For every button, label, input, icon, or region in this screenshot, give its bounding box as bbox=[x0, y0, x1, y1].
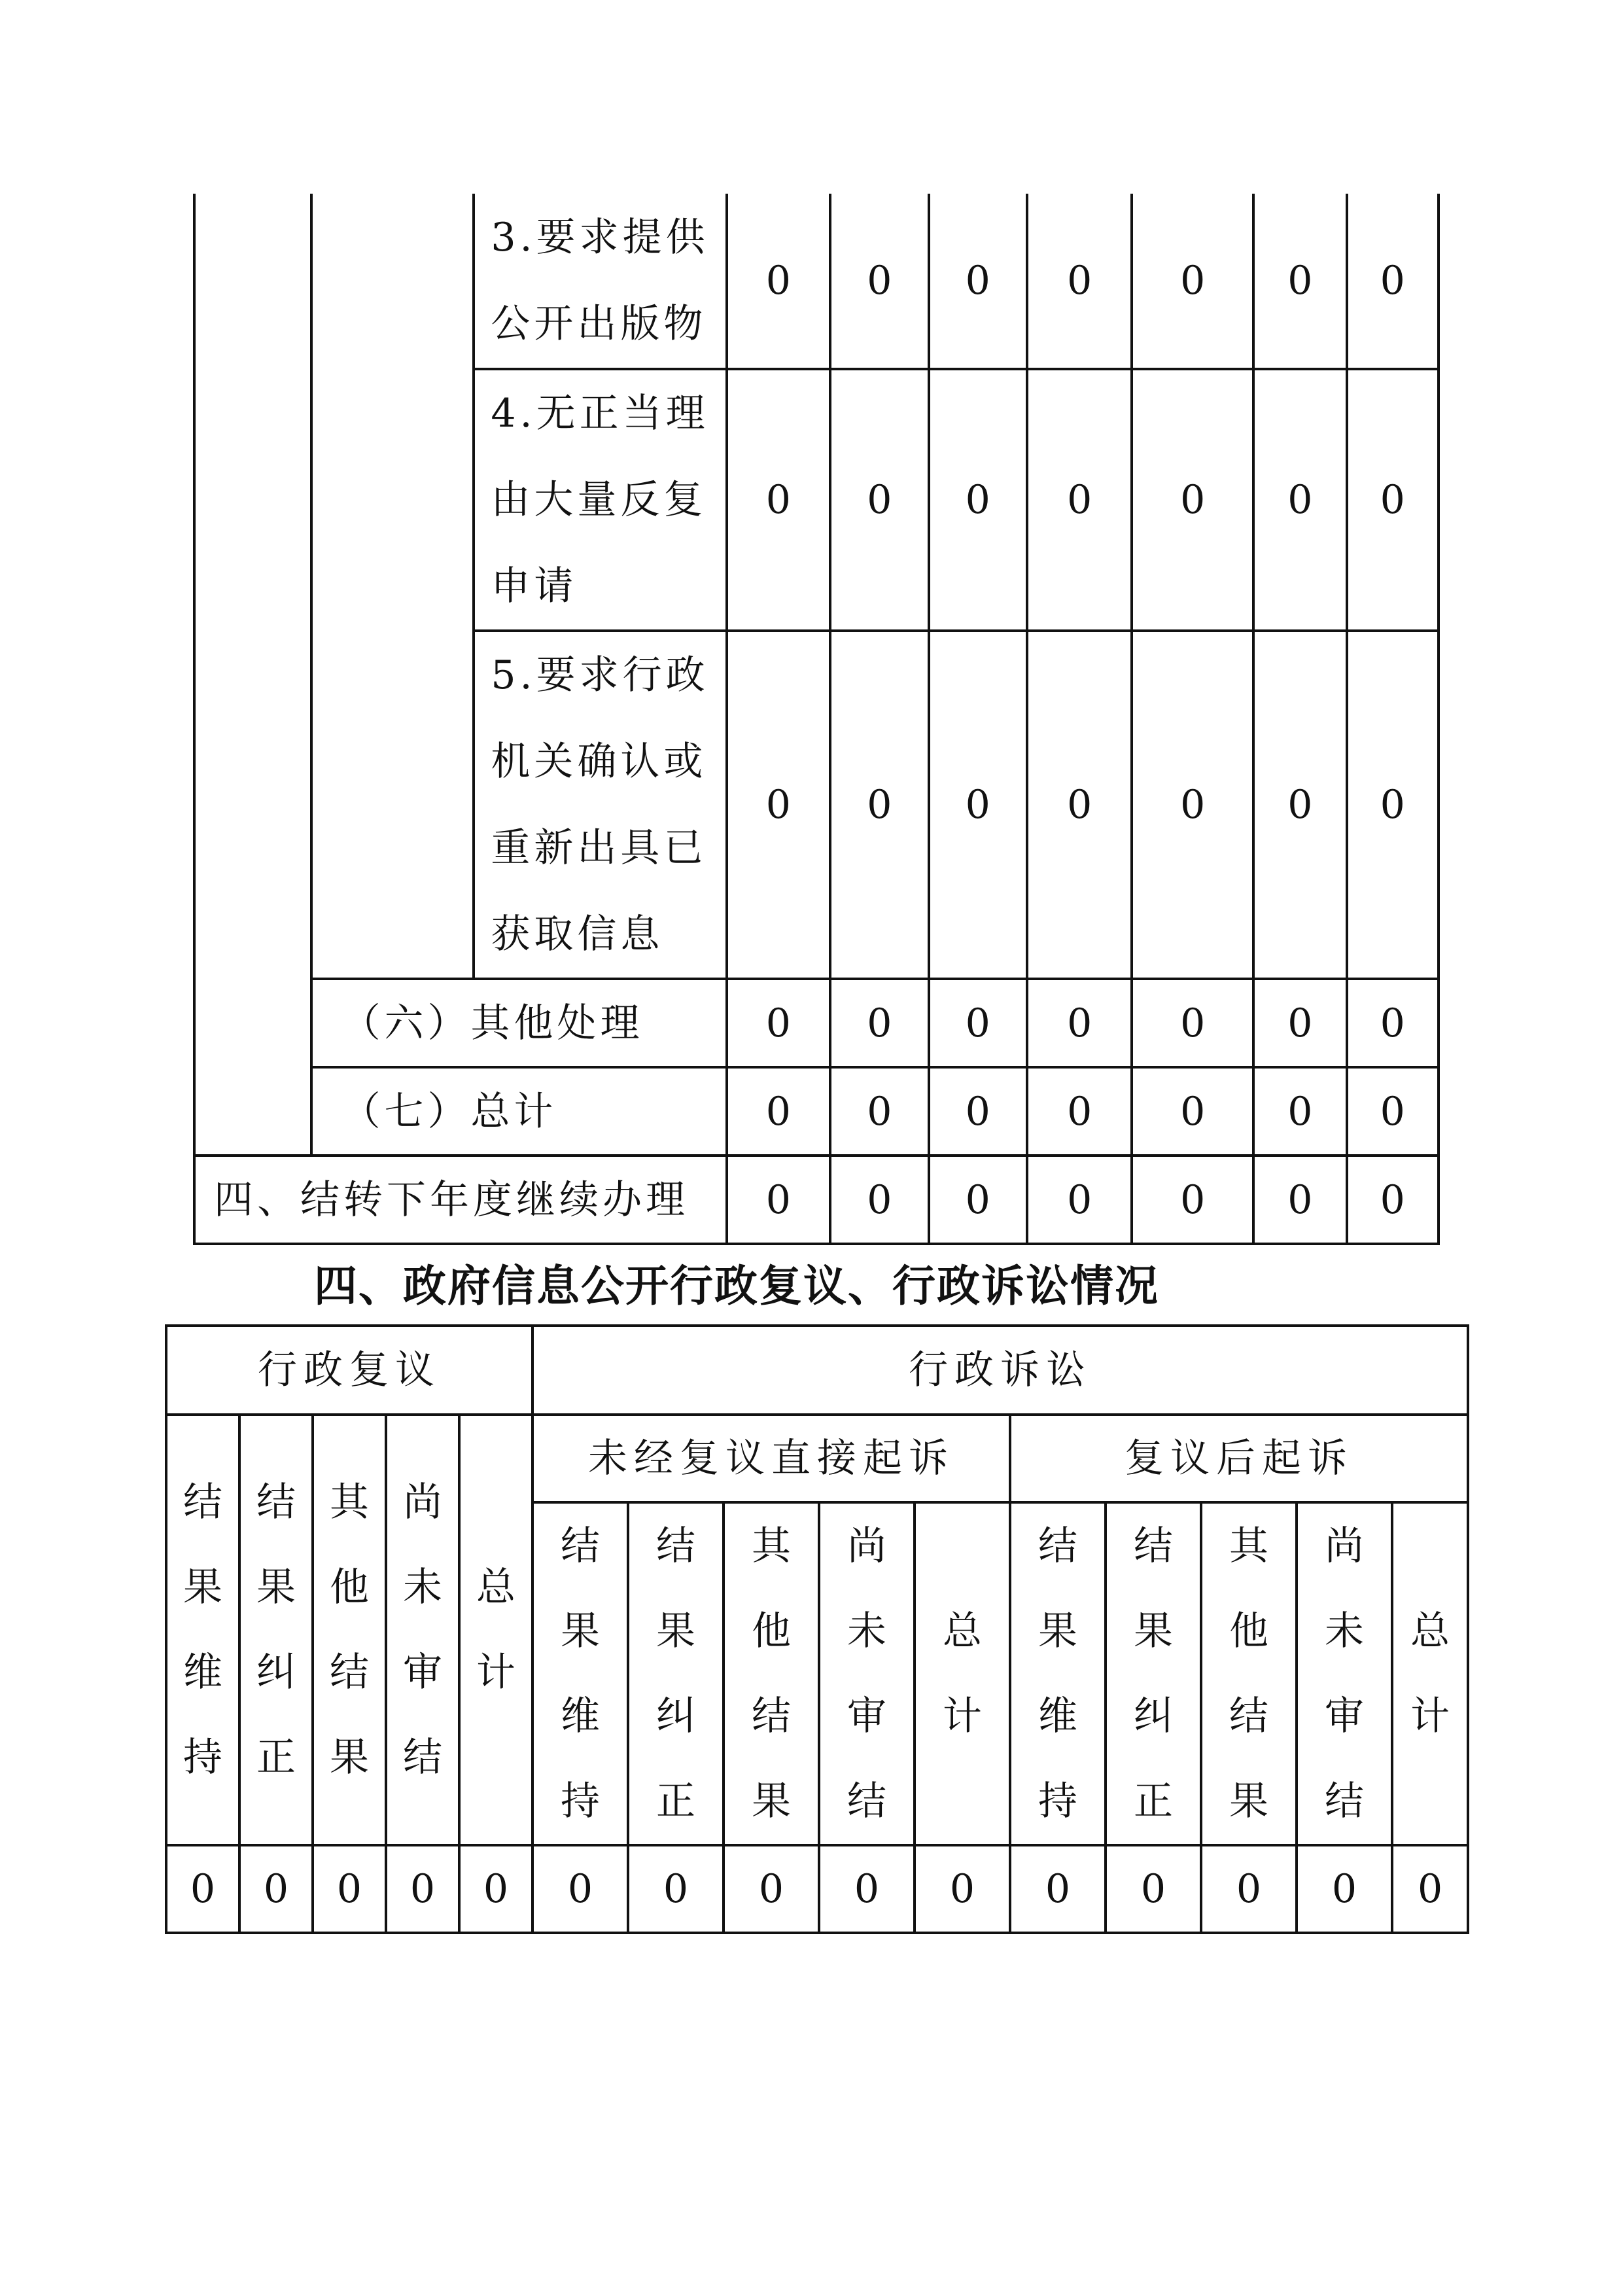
merged-subcategory-cell bbox=[311, 194, 474, 979]
cell-value: 0 bbox=[830, 194, 928, 369]
review-col-other: 其 他 结 果 bbox=[313, 1415, 386, 1845]
cell-value: 0 bbox=[166, 1845, 239, 1933]
cell-value: 0 bbox=[724, 1845, 819, 1933]
direct-col-total: 总 计 bbox=[915, 1502, 1010, 1845]
cell-value: 0 bbox=[727, 1067, 831, 1156]
review-header: 行政复议 bbox=[166, 1326, 532, 1415]
cell-value: 0 bbox=[727, 194, 831, 369]
cell-value: 0 bbox=[929, 979, 1027, 1067]
row-label: 3.要求提供 公开出版物 bbox=[474, 194, 726, 369]
disposal-table bbox=[193, 194, 1440, 1245]
cell-value: 0 bbox=[727, 631, 831, 979]
cell-value: 0 bbox=[1132, 369, 1253, 631]
cell-value: 0 bbox=[532, 1845, 628, 1933]
after-col-total: 总 计 bbox=[1392, 1502, 1468, 1845]
table-row bbox=[166, 1326, 1468, 1415]
cell-value: 0 bbox=[1253, 369, 1346, 631]
cell-value: 0 bbox=[727, 1156, 831, 1244]
cell-value: 0 bbox=[1347, 979, 1439, 1067]
merged-category-cell bbox=[194, 194, 311, 1156]
cell-value: 0 bbox=[313, 1845, 386, 1933]
after-col-pending: 尚 未 审 结 bbox=[1297, 1502, 1392, 1845]
cell-value: 0 bbox=[1347, 1156, 1439, 1244]
direct-col-maintained: 结 果 维 持 bbox=[532, 1502, 628, 1845]
direct-col-pending: 尚 未 审 结 bbox=[819, 1502, 915, 1845]
cell-value: 0 bbox=[1010, 1845, 1106, 1933]
after-review-suit-header: 复议后起诉 bbox=[1010, 1415, 1468, 1502]
table-row bbox=[166, 1415, 1468, 1502]
cell-value: 0 bbox=[1132, 1067, 1253, 1156]
cell-value: 0 bbox=[1253, 631, 1346, 979]
cell-value: 0 bbox=[1027, 1156, 1132, 1244]
row-label: （六）其他处理 bbox=[311, 979, 727, 1067]
cell-value: 0 bbox=[929, 194, 1027, 369]
review-litigation-table bbox=[165, 1324, 1469, 1934]
review-col-corrected: 结 果 纠 正 bbox=[239, 1415, 313, 1845]
cell-value: 0 bbox=[929, 1067, 1027, 1156]
litigation-header: 行政诉讼 bbox=[532, 1326, 1468, 1415]
table-row bbox=[194, 194, 1439, 369]
cell-value: 0 bbox=[239, 1845, 313, 1933]
table-row bbox=[194, 1156, 1439, 1244]
cell-value: 0 bbox=[1297, 1845, 1392, 1933]
cell-value: 0 bbox=[1027, 369, 1132, 631]
review-col-pending: 尚 未 审 结 bbox=[386, 1415, 459, 1845]
cell-value: 0 bbox=[830, 979, 928, 1067]
section-heading: 四、政府信息公开行政复议、行政诉讼情况 bbox=[314, 1261, 1159, 1311]
cell-value: 0 bbox=[830, 369, 928, 631]
cell-value: 0 bbox=[1027, 1067, 1132, 1156]
cell-value: 0 bbox=[727, 369, 831, 631]
cell-value: 0 bbox=[929, 369, 1027, 631]
cell-value: 0 bbox=[727, 979, 831, 1067]
cell-value: 0 bbox=[1132, 194, 1253, 369]
cell-value: 0 bbox=[1347, 369, 1439, 631]
cell-value: 0 bbox=[459, 1845, 532, 1933]
row-label: 5.要求行政 机关确认或 重新出具已 获取信息 bbox=[474, 631, 726, 979]
cell-value: 0 bbox=[1347, 194, 1439, 369]
after-col-corrected: 结 果 纠 正 bbox=[1106, 1502, 1201, 1845]
cell-value: 0 bbox=[929, 631, 1027, 979]
cell-value: 0 bbox=[929, 1156, 1027, 1244]
cell-value: 0 bbox=[1027, 979, 1132, 1067]
direct-col-corrected: 结 果 纠 正 bbox=[628, 1502, 724, 1845]
cell-value: 0 bbox=[1132, 631, 1253, 979]
cell-value: 0 bbox=[1347, 631, 1439, 979]
cell-value: 0 bbox=[1106, 1845, 1201, 1933]
cell-value: 0 bbox=[386, 1845, 459, 1933]
cell-value: 0 bbox=[1253, 1067, 1346, 1156]
cell-value: 0 bbox=[830, 1067, 928, 1156]
cell-value: 0 bbox=[1027, 631, 1132, 979]
row-label: 四、结转下年度继续办理 bbox=[194, 1156, 727, 1244]
row-label: （七）总计 bbox=[311, 1067, 727, 1156]
cell-value: 0 bbox=[1347, 1067, 1439, 1156]
cell-value: 0 bbox=[830, 631, 928, 979]
cell-value: 0 bbox=[1132, 1156, 1253, 1244]
direct-suit-header: 未经复议直接起诉 bbox=[532, 1415, 1010, 1502]
cell-value: 0 bbox=[830, 1156, 928, 1244]
after-col-maintained: 结 果 维 持 bbox=[1010, 1502, 1106, 1845]
cell-value: 0 bbox=[915, 1845, 1010, 1933]
after-col-other: 其 他 结 果 bbox=[1201, 1502, 1297, 1845]
cell-value: 0 bbox=[1253, 1156, 1346, 1244]
cell-value: 0 bbox=[1253, 194, 1346, 369]
table-row bbox=[194, 1067, 1439, 1156]
review-col-maintained: 结 果 维 持 bbox=[166, 1415, 239, 1845]
cell-value: 0 bbox=[1253, 979, 1346, 1067]
cell-value: 0 bbox=[1201, 1845, 1297, 1933]
direct-col-other: 其 他 结 果 bbox=[724, 1502, 819, 1845]
cell-value: 0 bbox=[1132, 979, 1253, 1067]
table-row bbox=[166, 1845, 1468, 1933]
review-col-total: 总 计 bbox=[459, 1415, 532, 1845]
table-row bbox=[194, 979, 1439, 1067]
cell-value: 0 bbox=[628, 1845, 724, 1933]
cell-value: 0 bbox=[819, 1845, 915, 1933]
cell-value: 0 bbox=[1027, 194, 1132, 369]
row-label: 4.无正当理 由大量反复 申请 bbox=[474, 369, 726, 631]
cell-value: 0 bbox=[1392, 1845, 1468, 1933]
